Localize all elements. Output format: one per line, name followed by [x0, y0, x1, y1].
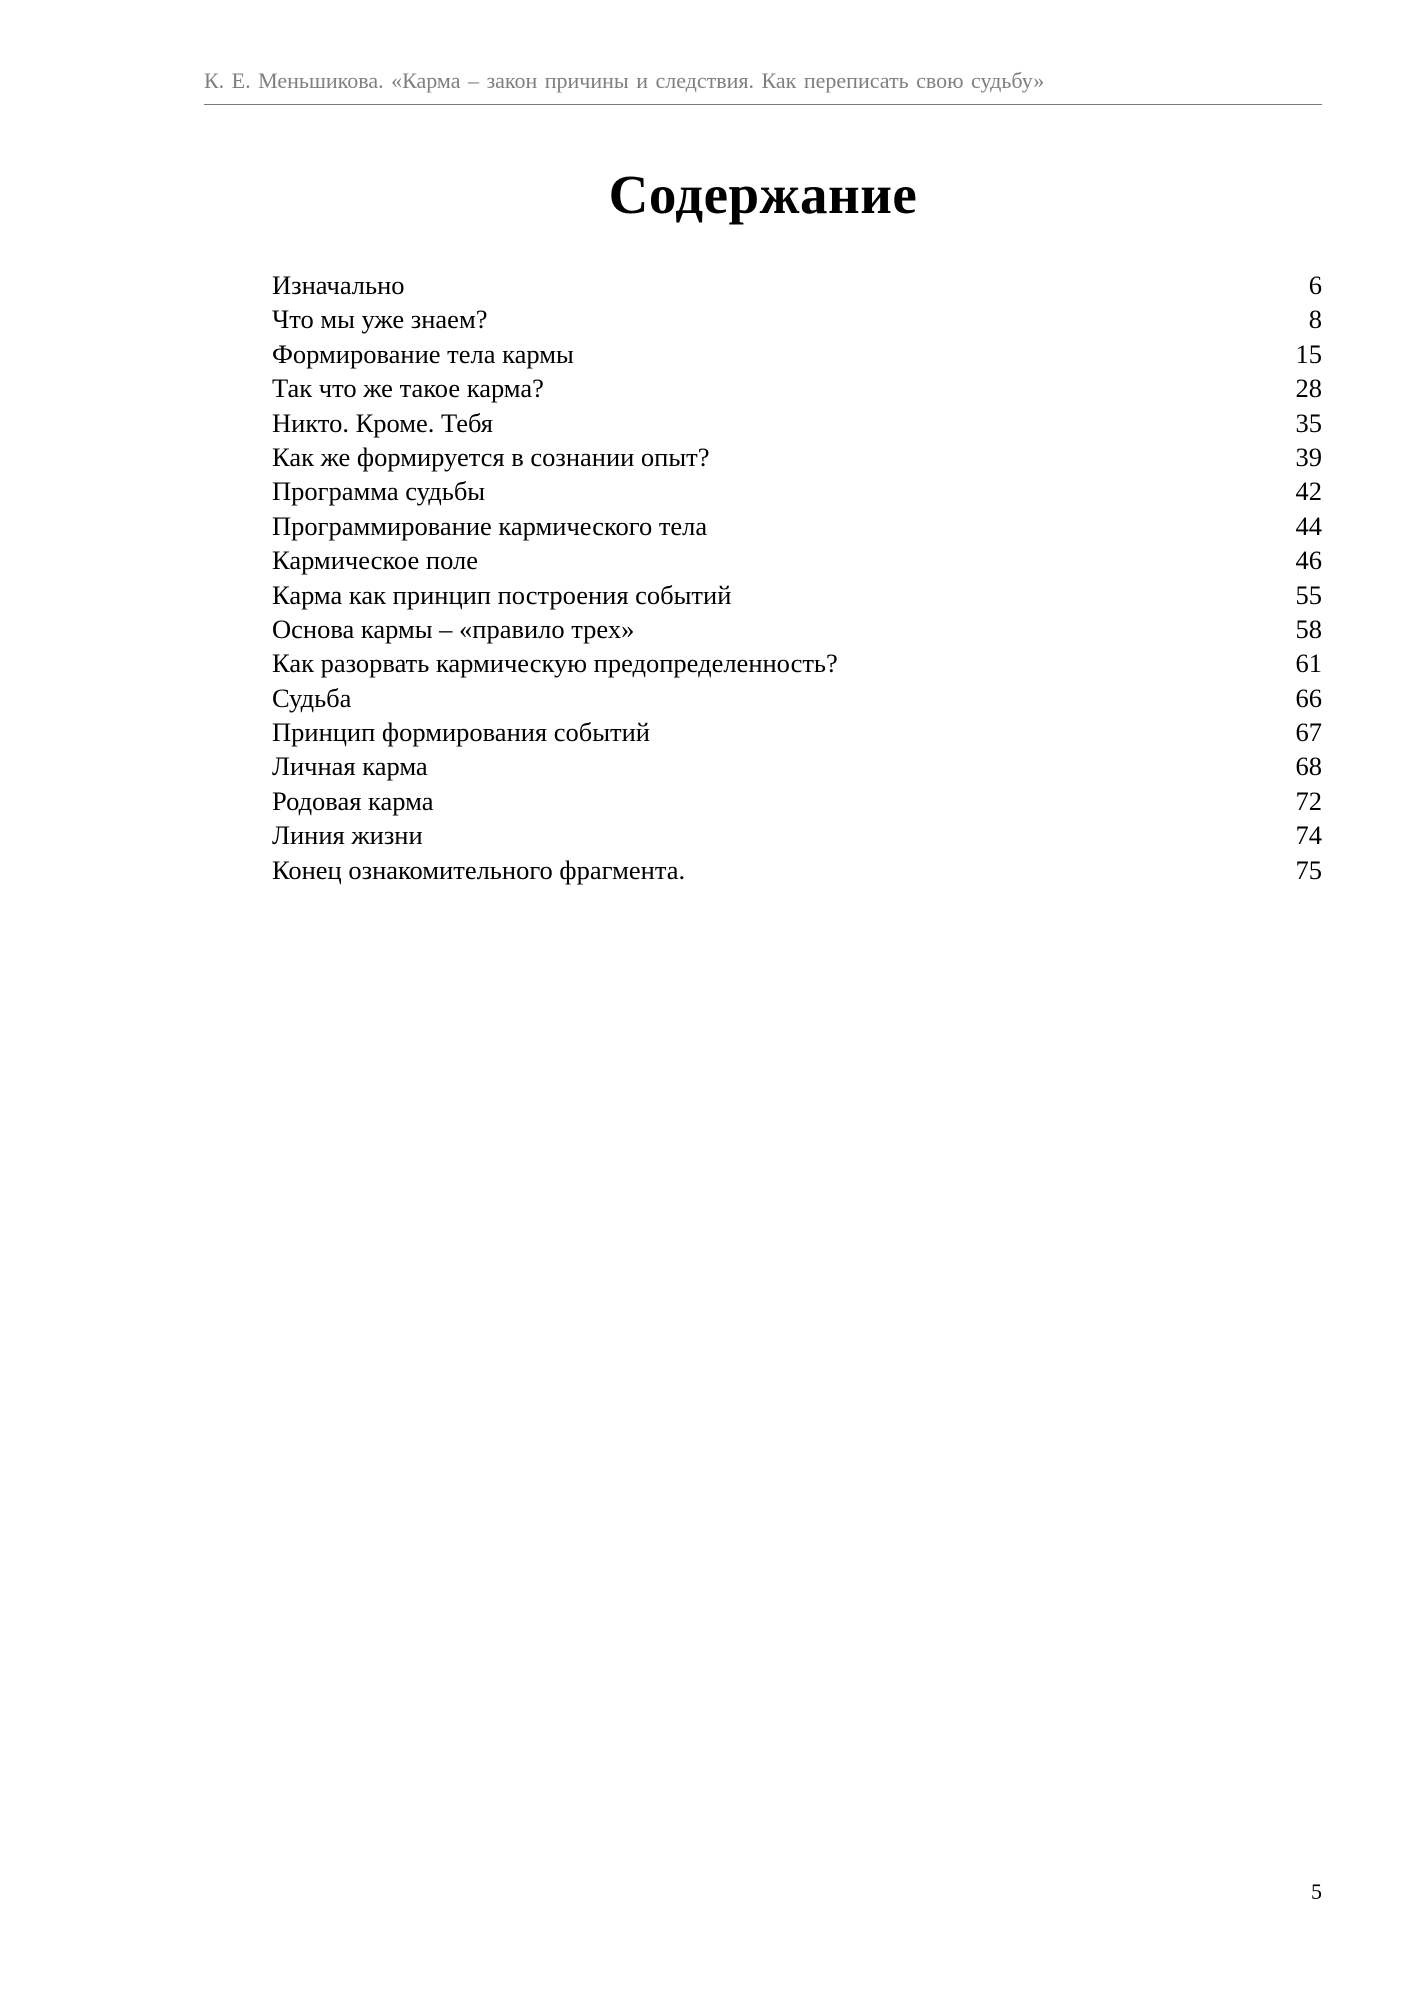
toc-entry-page: 28 [1295, 373, 1322, 404]
toc-entry-page: 67 [1295, 717, 1322, 748]
toc-entry-page: 46 [1295, 545, 1322, 576]
toc-entry-page: 75 [1295, 854, 1322, 885]
toc-entry-label: Формирование тела кармы [272, 338, 574, 369]
toc-entry-page: 42 [1295, 476, 1322, 507]
toc-entry-label: Как разорвать кармическую предопределенность? [272, 648, 838, 679]
toc-entry[interactable] [272, 509, 1322, 543]
page-title: Содержание [608, 164, 918, 225]
toc-entry-page: 15 [1295, 338, 1322, 369]
page-number: 5 [1311, 1879, 1322, 1904]
toc-entry-label: Программа судьбы [272, 476, 486, 507]
toc-entry[interactable] [272, 474, 1322, 508]
toc-entry[interactable] [272, 646, 1322, 680]
toc-entry-label: Судьба [272, 682, 352, 713]
toc-entry-page: 6 [1308, 270, 1322, 300]
toc-entry[interactable] [272, 302, 1322, 336]
toc-entry-label: Изначально [272, 270, 405, 300]
toc-entry[interactable] [272, 612, 1322, 646]
toc-entry[interactable] [272, 440, 1322, 474]
toc-entry-page: 8 [1308, 304, 1322, 335]
toc-entry-page: 72 [1295, 785, 1322, 816]
toc-entry-label: Конец ознакомительного фрагмента. [272, 854, 686, 885]
toc-entry[interactable] [272, 749, 1322, 783]
toc-entry-page: 68 [1295, 751, 1322, 782]
toc-entry-label: Никто. Кроме. Тебя [272, 407, 493, 438]
toc-entry-label: Кармическое поле [272, 545, 478, 576]
toc-entry-label: Как же формируется в сознании опыт? [272, 441, 710, 472]
toc-entry-label: Что мы уже знаем? [272, 304, 488, 335]
toc-entry-page: 66 [1295, 682, 1322, 713]
toc-entry-label: Принцип формирования событий [272, 717, 650, 748]
toc-entry-label: Карма как принцип построения событий [272, 579, 732, 610]
toc-entry-label: Программирование кармического тела [272, 510, 708, 541]
toc-entry[interactable] [272, 681, 1322, 715]
toc-entry[interactable] [272, 337, 1322, 371]
toc-entry-label: Родовая карма [272, 785, 434, 816]
toc-entry[interactable] [272, 784, 1322, 818]
toc-entry[interactable] [272, 578, 1322, 612]
toc-entry[interactable] [272, 268, 1322, 302]
toc-entry-page: 74 [1295, 820, 1322, 851]
toc-entry[interactable] [272, 371, 1322, 405]
toc-entry[interactable] [272, 715, 1322, 749]
toc-entry[interactable] [272, 406, 1322, 440]
toc-entry[interactable] [272, 818, 1322, 852]
toc-entry-label: Линия жизни [272, 820, 423, 851]
toc-entry-page: 55 [1295, 579, 1322, 610]
toc-entry-page: 61 [1295, 648, 1322, 679]
running-header [204, 64, 1322, 105]
toc-entry-page: 58 [1295, 613, 1322, 644]
toc-entry[interactable] [272, 543, 1322, 577]
table-of-contents [272, 268, 1322, 887]
toc-entry-page: 44 [1295, 510, 1322, 541]
running-title: К. Е. Меньшикова. «Карма – закон причины и следствия. Как переписать свою судьбу» [204, 68, 1045, 93]
toc-entry-label: Так что же такое карма? [272, 373, 544, 404]
toc-entry[interactable] [272, 853, 1322, 887]
toc-entry-label: Основа кармы – «правило трех» [272, 613, 635, 644]
toc-entry-page: 39 [1295, 441, 1322, 472]
toc-entry-page: 35 [1295, 407, 1322, 438]
toc-entry-label: Личная карма [272, 751, 428, 782]
